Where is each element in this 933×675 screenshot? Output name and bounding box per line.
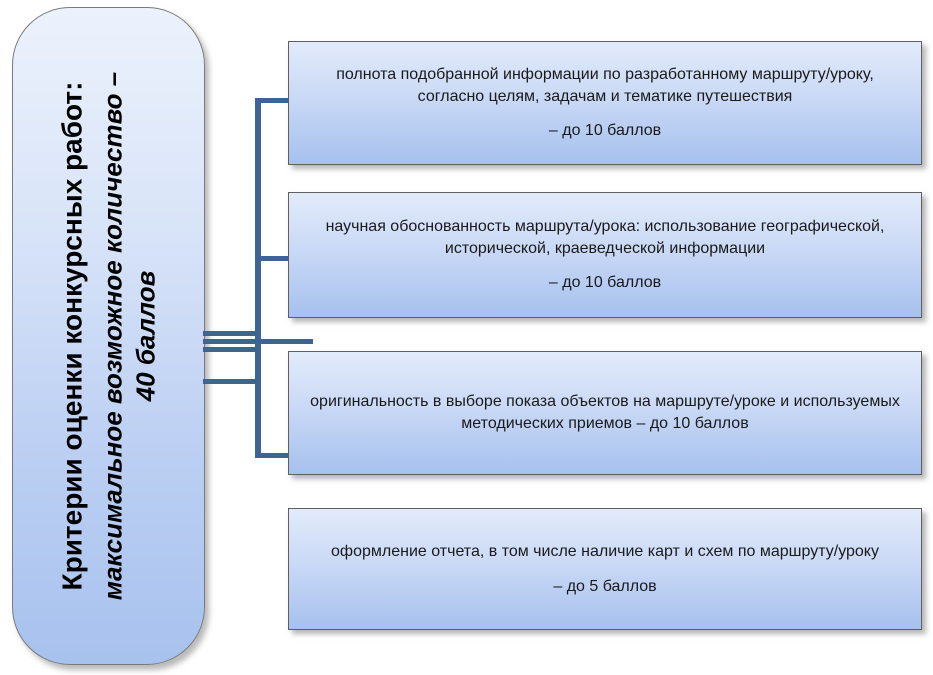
criteria-header-panel: [12, 7, 205, 665]
criteria-header-rotated-text: [13, 16, 204, 656]
connector-hub-line-2: [203, 339, 313, 344]
criteria-box-2-text: научная обоснованность маршрута/урока: использование географической, исторической, краеведческой информации: [325, 218, 885, 257]
connector-vertical-trunk: [255, 98, 261, 458]
criteria-subtitle-line1: максимальное возможное количество –: [97, 71, 128, 601]
connector-hub-line-3: [203, 347, 261, 352]
criteria-box-1-text: полнота подобранной информации по разработанному маршруту/уроку, согласно целям, задачам и тематике путешествия: [336, 66, 874, 105]
criteria-box-scientific-validity: [288, 192, 922, 318]
criteria-subtitle: [96, 72, 161, 600]
connector-hub-line-4: [203, 379, 261, 384]
criteria-box-report-design: [288, 508, 922, 630]
connector-branch-box2: [261, 256, 288, 261]
criteria-box-2-points: – до 10 баллов: [548, 274, 662, 292]
criteria-box-information-completeness: [288, 41, 922, 165]
connector-hub-line-1: [203, 331, 261, 336]
criteria-box-4-text: оформление отчета, в том числе наличие карт и схем по маршруту/уроку: [331, 542, 879, 560]
criteria-box-1-points: – до 10 баллов: [548, 122, 662, 140]
connector-branch-box3: [255, 453, 288, 458]
criteria-box-4-points: – до 5 баллов: [553, 577, 657, 595]
criteria-subtitle-line2: 40 баллов: [129, 270, 160, 402]
criteria-box-3-text: оригинальность в выборе показа объектов на маршруте/уроке и используемых методических приемов – до 10 баллов: [310, 393, 900, 432]
criteria-box-originality: [288, 351, 922, 475]
connector-branch-box1: [255, 98, 288, 103]
criteria-title: Критерии оценки конкурсных работ:: [55, 81, 87, 591]
